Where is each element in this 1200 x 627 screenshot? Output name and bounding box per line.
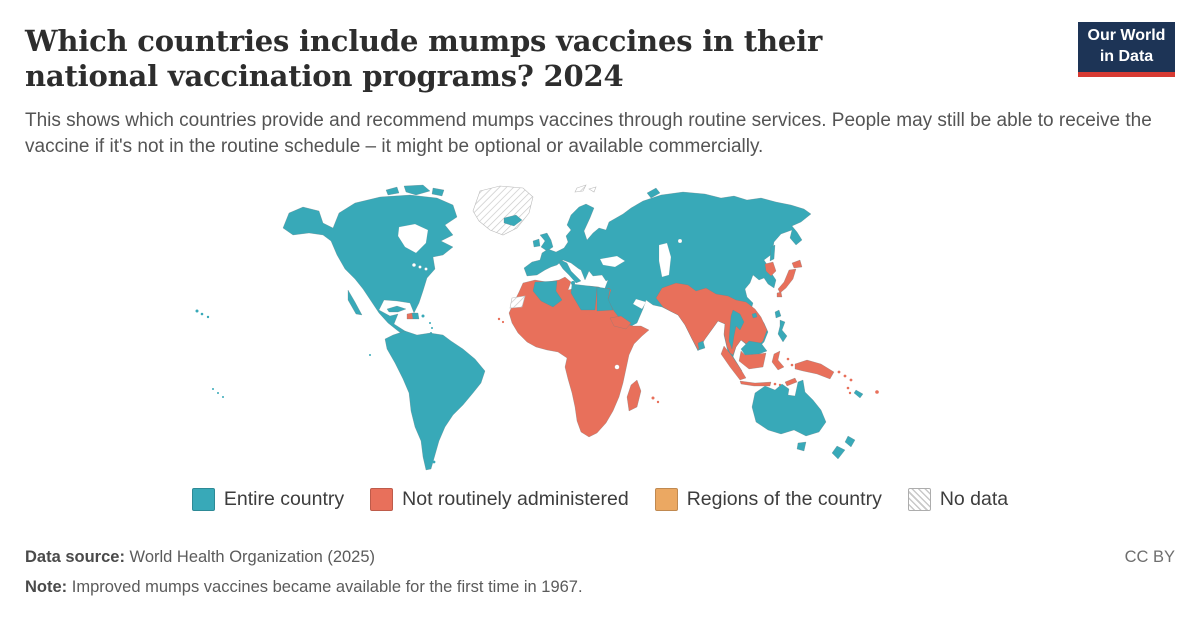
region-new-guinea[interactable] bbox=[795, 360, 834, 379]
region-tasmania[interactable] bbox=[797, 442, 806, 451]
region-south-america[interactable] bbox=[385, 331, 485, 470]
region-greenland[interactable] bbox=[473, 186, 533, 235]
legend-item-no-data[interactable] bbox=[908, 488, 1008, 511]
legend-item-regions-of-country[interactable] bbox=[655, 488, 882, 511]
note-label: Note: bbox=[25, 578, 68, 596]
legend-swatch-no-data bbox=[908, 488, 931, 511]
legend-item-not-routinely-administered[interactable] bbox=[370, 488, 629, 511]
region-arctic-islands[interactable] bbox=[386, 185, 444, 196]
region-madagascar[interactable] bbox=[627, 380, 641, 411]
region-pacific-islands-west[interactable] bbox=[196, 310, 225, 399]
data-source-line bbox=[25, 548, 1175, 567]
owid-logo-line1: Our World bbox=[1087, 27, 1166, 45]
region-sulawesi[interactable] bbox=[772, 351, 784, 370]
region-north-america[interactable] bbox=[283, 195, 457, 349]
region-falklands[interactable] bbox=[433, 461, 436, 464]
region-ireland[interactable] bbox=[533, 239, 540, 247]
footer bbox=[25, 548, 1175, 608]
lake-victoria bbox=[615, 365, 620, 370]
region-dominican-republic[interactable] bbox=[412, 313, 419, 319]
legend-swatch-not-routinely-administered bbox=[370, 488, 393, 511]
license-badge[interactable]: CC BY bbox=[1124, 548, 1175, 566]
data-source-label: Data source: bbox=[25, 548, 125, 566]
legend-label-entire-country: Entire country bbox=[223, 488, 345, 510]
region-hainan[interactable] bbox=[752, 313, 757, 318]
region-united-kingdom[interactable] bbox=[540, 233, 553, 251]
region-new-zealand[interactable] bbox=[832, 436, 855, 459]
region-timor[interactable] bbox=[785, 378, 797, 386]
owid-logo-line2: in Data bbox=[1099, 48, 1154, 65]
legend-swatch-entire-country bbox=[192, 488, 215, 511]
legend-label-not-routinely-administered: Not routinely administered bbox=[402, 488, 629, 510]
legend-label-no-data: No data bbox=[939, 488, 1009, 510]
region-svalbard-east[interactable] bbox=[589, 187, 596, 192]
map-legend bbox=[0, 488, 1200, 511]
region-svalbard[interactable] bbox=[575, 185, 586, 192]
region-new-caledonia[interactable] bbox=[854, 390, 863, 398]
region-taiwan[interactable] bbox=[775, 310, 781, 318]
region-galapagos[interactable] bbox=[369, 354, 371, 356]
owid-logo[interactable] bbox=[1078, 22, 1175, 77]
region-pacific-islands-east[interactable] bbox=[838, 371, 879, 395]
chart-title: Which countries include mumps vaccines in their national vaccination programs? 2024 bbox=[25, 24, 823, 94]
region-philippines[interactable] bbox=[778, 320, 787, 342]
region-sri-lanka[interactable] bbox=[698, 341, 705, 350]
legend-item-entire-country[interactable] bbox=[192, 488, 344, 511]
world-map-svg bbox=[185, 183, 935, 475]
legend-swatch-regions-of-country bbox=[655, 488, 678, 511]
region-australia[interactable] bbox=[752, 380, 826, 436]
region-japan[interactable] bbox=[777, 260, 802, 297]
note-line bbox=[25, 578, 1175, 597]
region-baja-california[interactable] bbox=[348, 290, 362, 315]
note-value: Improved mumps vaccines became available for the first time in 1967. bbox=[67, 578, 583, 596]
region-java[interactable] bbox=[740, 381, 771, 386]
world-map bbox=[185, 183, 935, 475]
chart-subtitle: This shows which countries provide and recommend mumps vaccines through routine services. People may still be able to receive the vaccine if it's not in the routine schedule – it might be optional or available commercially. bbox=[25, 110, 1152, 158]
legend-label-regions-of-country: Regions of the country bbox=[686, 488, 882, 510]
aral-sea bbox=[678, 239, 682, 243]
region-cuba[interactable] bbox=[387, 306, 406, 312]
data-source-value: World Health Organization (2025) bbox=[124, 548, 376, 566]
region-sakhalin[interactable] bbox=[770, 245, 775, 261]
